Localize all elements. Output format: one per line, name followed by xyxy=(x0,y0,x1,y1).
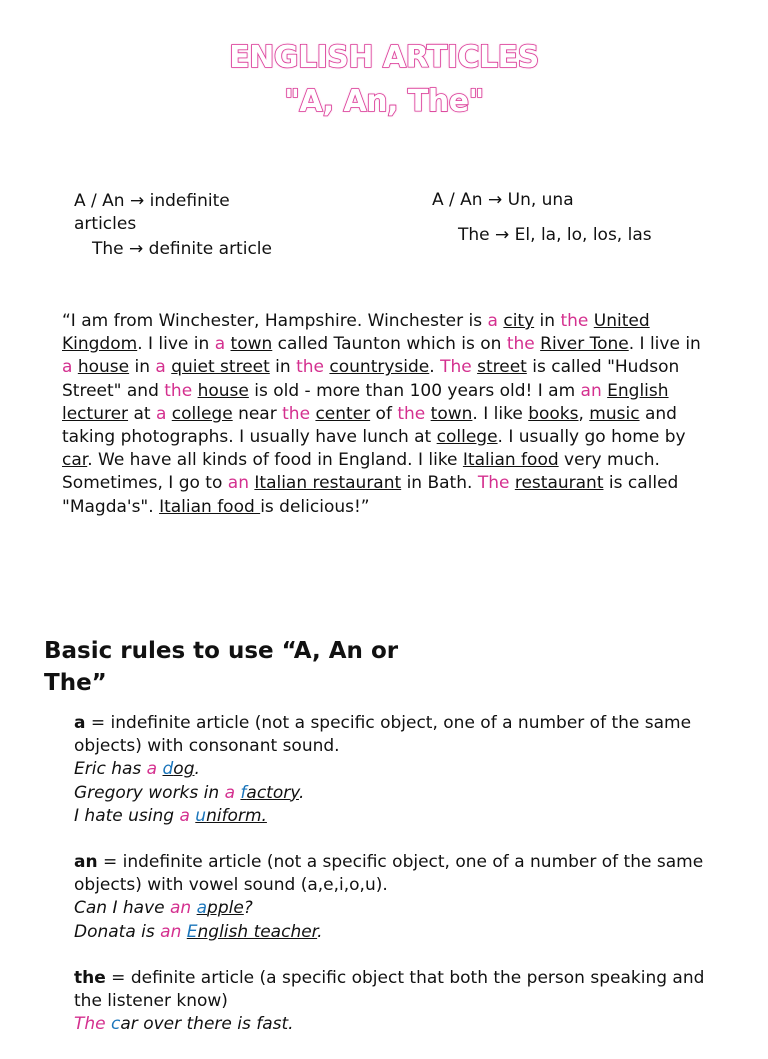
rule-term: a xyxy=(74,713,86,733)
example-initial: c xyxy=(111,1014,121,1035)
example-text: Can I have xyxy=(74,898,170,919)
text-segment: very much. Sometimes, I go to xyxy=(62,450,660,494)
example-text: Donata is xyxy=(74,921,161,942)
noun-word: United Kingdom xyxy=(62,311,650,355)
text-segment: is called "Hudson Street" and xyxy=(62,357,680,401)
noun-word: music xyxy=(589,403,640,424)
text-segment: near xyxy=(232,403,283,424)
example-noun-rest: og xyxy=(173,759,195,780)
text-segment: . xyxy=(429,357,441,378)
article-word: the xyxy=(506,334,535,355)
example-initial: u xyxy=(195,805,207,826)
example-noun-rest: niform. xyxy=(206,805,267,826)
article-word: the xyxy=(397,403,426,424)
noun-word: English lecturer xyxy=(62,380,669,424)
text-segment: is called "Magda's". xyxy=(62,473,679,517)
article-word: a xyxy=(62,357,73,378)
definitions-spanish xyxy=(432,189,672,247)
rule-example xyxy=(74,806,267,826)
rule-an xyxy=(74,851,714,944)
text-segment: called Taunton which is on xyxy=(272,334,507,355)
text-segment: is delicious!” xyxy=(260,496,370,517)
example-initial: f xyxy=(240,782,247,803)
rule-definition: = definite article (a specific object that both the person speaking and the listener know) xyxy=(74,967,705,1012)
article-word: the xyxy=(164,380,193,401)
text-segment: in Bath. xyxy=(401,473,478,494)
example-end: . xyxy=(317,921,323,942)
title-line-2: "A, An, The" xyxy=(284,84,484,119)
text-segment: at xyxy=(128,403,156,424)
text-segment: “I am from Winchester, Hampshire. Winchester is xyxy=(62,311,488,331)
text-segment: . I live in xyxy=(628,334,701,355)
noun-word: restaurant xyxy=(514,473,604,494)
example-text: Gregory works in xyxy=(74,782,225,803)
translation-indefinite: A / An → Un, una xyxy=(432,190,574,210)
example-noun-rest: pple xyxy=(207,898,244,919)
article-word: a xyxy=(155,403,167,424)
article-word: an xyxy=(580,380,602,401)
text-segment: . We have all kinds of food in England. I like xyxy=(87,450,463,471)
example-text: Eric has xyxy=(74,759,147,780)
example-end: . xyxy=(194,759,200,780)
text-segment: in xyxy=(534,311,561,331)
noun-word: Italian restaurant xyxy=(254,473,402,494)
noun-word: house xyxy=(77,357,130,378)
title-line-1: ENGLISH ARTICLES xyxy=(229,40,539,75)
definition-indefinite: A / An → indefinite articles xyxy=(74,191,230,234)
article-word: an xyxy=(227,473,249,494)
article-word: a xyxy=(155,357,166,378)
rule-definition: = indefinite article (not a specific object, one of a number of the same objects) with consonant sound. xyxy=(74,713,692,757)
noun-word: city xyxy=(503,311,535,331)
example-noun-rest: ar over there is fast. xyxy=(120,1014,294,1035)
noun-word: college xyxy=(436,427,498,448)
noun-word: Italian food xyxy=(159,496,261,517)
rule-example xyxy=(74,922,323,942)
noun-word: books xyxy=(528,403,579,424)
article-word: The xyxy=(477,473,510,494)
noun-word: car xyxy=(62,450,88,471)
example-article: The xyxy=(74,1014,106,1035)
article-word: The xyxy=(440,357,472,378)
article-word: the xyxy=(560,311,589,331)
example-noun-rest: actory xyxy=(246,782,299,803)
rule-term: an xyxy=(74,852,98,873)
rules-list xyxy=(74,712,714,1059)
example-article: a xyxy=(146,759,158,780)
article-word: a xyxy=(214,334,226,355)
example-article: a xyxy=(224,782,235,803)
article-word: the xyxy=(296,357,324,378)
example-end: ? xyxy=(243,898,253,919)
noun-word: street xyxy=(477,357,527,378)
rule-term: the xyxy=(74,967,106,988)
noun-word: house xyxy=(197,380,249,401)
example-initial: E xyxy=(186,921,198,942)
noun-word: center xyxy=(315,403,371,424)
definitions-english xyxy=(74,190,284,261)
translation-definite: The → El, la, lo, los, las xyxy=(458,225,652,245)
example-article: an xyxy=(170,898,192,919)
rule-a xyxy=(74,712,714,828)
text-segment: . I live in xyxy=(137,334,215,355)
noun-word: town xyxy=(230,334,273,355)
rule-example xyxy=(74,783,304,803)
noun-word: countryside xyxy=(329,357,430,378)
example-noun-rest: nglish teacher xyxy=(197,921,318,942)
noun-word: River Tone xyxy=(540,334,629,355)
noun-word: town xyxy=(430,403,473,424)
text-segment: of xyxy=(370,403,398,424)
text-segment: , xyxy=(578,403,590,424)
example-text: I hate using xyxy=(74,805,180,826)
noun-word: Italian food xyxy=(462,450,559,471)
noun-word: college xyxy=(171,403,233,424)
example-article: a xyxy=(179,805,190,826)
text-segment: in xyxy=(129,357,156,378)
rule-example xyxy=(74,898,253,918)
noun-word: quiet street xyxy=(171,357,270,378)
article-word: the xyxy=(282,403,311,424)
definition-definite: The → definite article xyxy=(92,239,272,259)
text-segment: is old - more than 100 years old! I am xyxy=(248,380,581,401)
article-word: a xyxy=(487,311,498,331)
example-end: . xyxy=(298,782,305,803)
rule-the xyxy=(74,967,714,1037)
text-segment: and taking photographs. I usually have lunch at xyxy=(62,403,677,448)
example-initial: a xyxy=(196,898,208,919)
example-article: an xyxy=(160,921,182,942)
example-initial: d xyxy=(162,759,174,780)
text-segment: . I like xyxy=(472,403,529,424)
rules-heading: Basic rules to use “A, An or The” xyxy=(44,638,399,696)
rule-definition: = indefinite article (not a specific object, one of a number of the same objects) with vowel sound (a,e,i,o,u). xyxy=(74,852,704,896)
text-segment: . I usually go home by xyxy=(497,427,686,448)
rule-example xyxy=(74,759,200,779)
text-segment: in xyxy=(269,357,297,378)
rule-example xyxy=(74,1014,294,1034)
example-passage xyxy=(62,310,712,519)
